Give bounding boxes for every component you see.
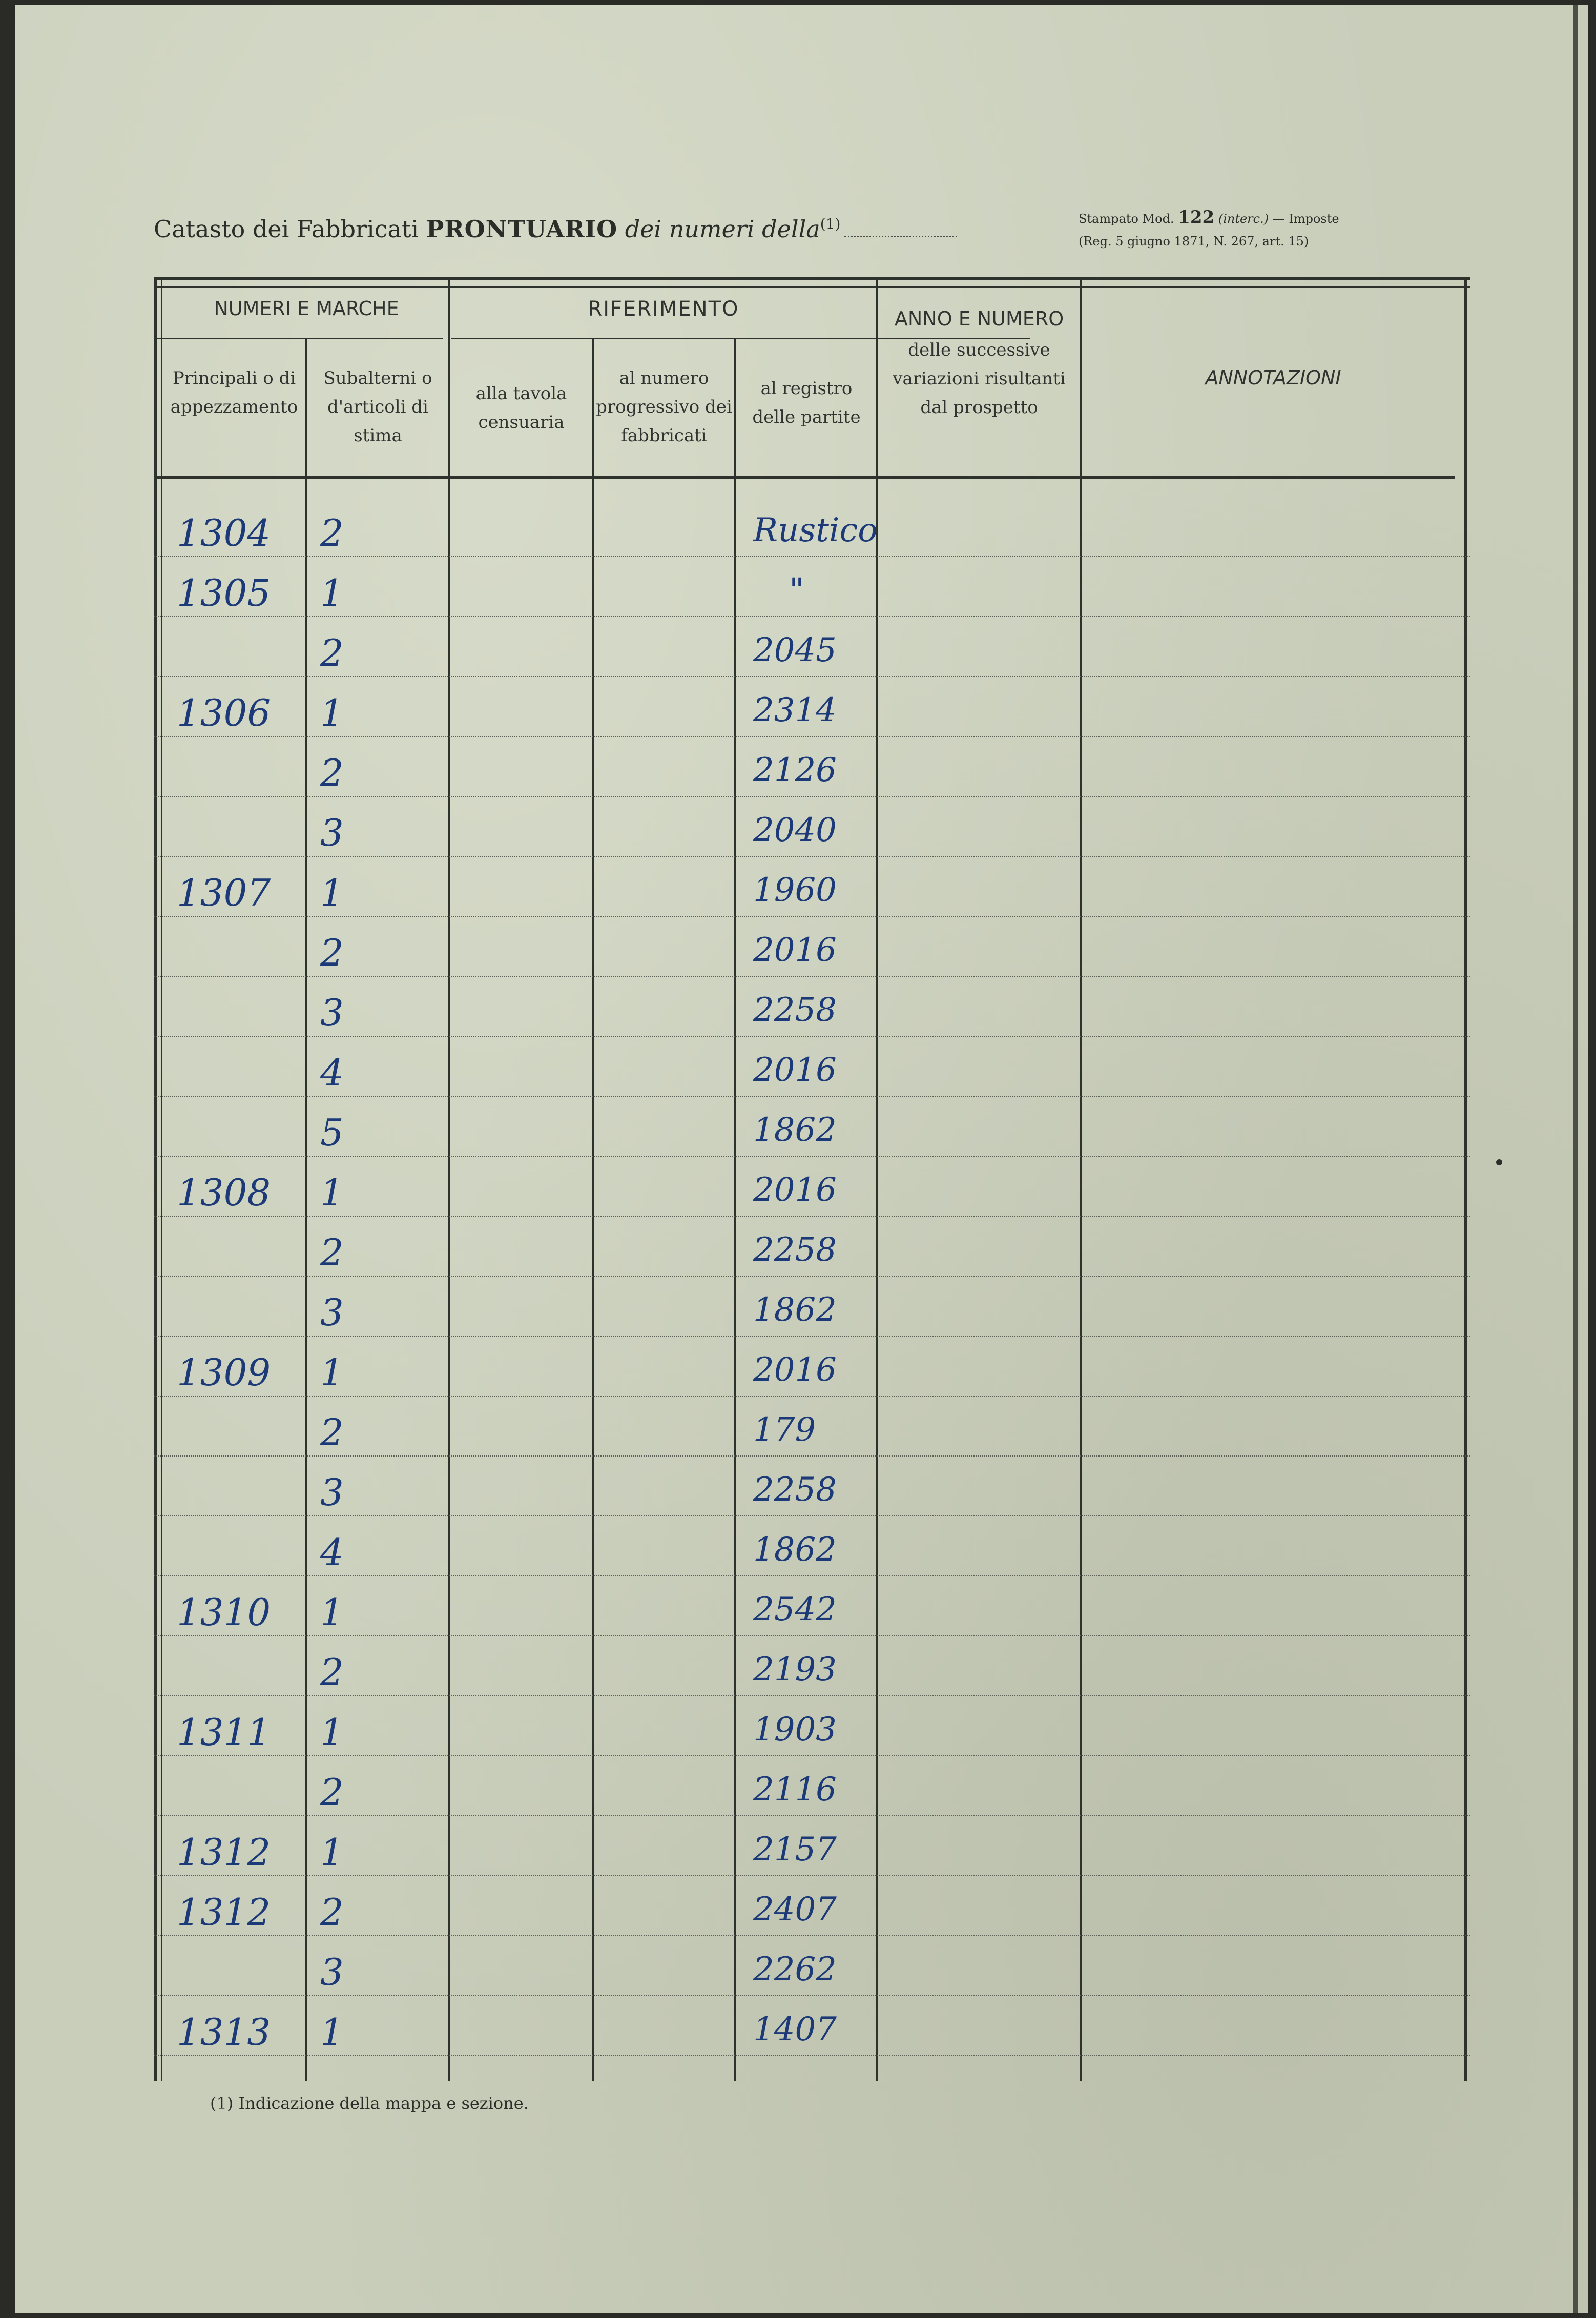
row-rule <box>154 1396 1470 1397</box>
row-rule <box>154 1695 1470 1696</box>
registro-partita: 1862 <box>753 1291 837 1329</box>
subalterno-number: 3 <box>320 1471 344 1514</box>
header-successive-variazioni: delle successive variazioni risultanti dal prospetto <box>893 340 1066 418</box>
registro-partita: 2157 <box>753 1831 837 1869</box>
principale-number: 1304 <box>177 511 271 555</box>
row-rule <box>154 976 1470 977</box>
subalterno-number: 2 <box>320 1891 344 1934</box>
row-rule <box>154 1995 1470 1996</box>
registro-partita: 2542 <box>753 1591 837 1629</box>
header-anno-e-numero: ANNO E NUMERO <box>894 307 1064 330</box>
print-mod-number: 122 <box>1178 207 1215 228</box>
subalterno-number: 2 <box>320 931 344 974</box>
row-rule <box>154 616 1470 617</box>
registro-partita: 2016 <box>753 931 837 969</box>
row-rule <box>154 1875 1470 1876</box>
row-rule <box>154 1216 1470 1217</box>
print-reference <box>1079 206 1339 253</box>
registro-partita: 2258 <box>753 1231 837 1269</box>
subalterno-number: 1 <box>320 571 344 614</box>
row-rule <box>154 1755 1470 1756</box>
table-top-rule-inner <box>154 286 1470 288</box>
subalterno-number: 3 <box>320 1951 344 1994</box>
subalterno-number: 2 <box>320 1411 344 1454</box>
row-rule <box>154 1815 1470 1816</box>
subalterno-number: 2 <box>320 751 344 794</box>
registro-partita: 1407 <box>753 2011 837 2048</box>
subalterno-number: 2 <box>320 631 344 674</box>
subalterno-number: 1 <box>320 1171 344 1214</box>
footnote: (1) Indicazione della mappa e sezione. <box>210 2094 529 2113</box>
principale-number: 1309 <box>177 1351 271 1394</box>
row-rule <box>154 1515 1470 1516</box>
ink-spot <box>1496 1159 1502 1165</box>
registro-partita: 179 <box>753 1411 816 1449</box>
column-border-left-inner <box>161 277 162 2081</box>
column-border-anno <box>1080 277 1082 2081</box>
registro-partita: 2314 <box>753 691 837 729</box>
print-mod-office: — Imposte <box>1272 212 1339 226</box>
row-rule <box>154 1036 1470 1037</box>
header-riferimento: RIFERIMENTO <box>588 297 739 321</box>
principale-number: 1312 <box>177 1891 271 1934</box>
title-subtitle: dei numeri della <box>625 215 820 243</box>
subalterno-number: 1 <box>320 1591 344 1634</box>
registro-partita: 1862 <box>753 1531 837 1569</box>
subalterno-number: 5 <box>320 1111 344 1154</box>
row-rule <box>154 1096 1470 1097</box>
subalterno-number: 3 <box>320 991 344 1034</box>
print-mod-type: (interc.) <box>1218 212 1269 226</box>
title-prefix: Catasto dei Fabbricati <box>154 215 419 243</box>
subalterno-number: 1 <box>320 691 344 734</box>
subalterno-number: 4 <box>320 1051 344 1094</box>
subalterno-number: 2 <box>320 1231 344 1274</box>
registro-partita: 1903 <box>753 1711 837 1749</box>
registro-partita: 1960 <box>753 871 837 909</box>
title-fill-line <box>844 236 957 237</box>
print-regulation: (Reg. 5 giugno 1871, N. 267, art. 15) <box>1079 234 1309 249</box>
column-border-right <box>1464 277 1467 2081</box>
principale-number: 1307 <box>177 871 271 914</box>
subalterno-number: 2 <box>320 511 344 555</box>
row-rule <box>154 856 1470 857</box>
header-tavola: alla tavola censuaria <box>475 383 567 433</box>
subalterno-number: 2 <box>320 1651 344 1694</box>
subalterno-number: 3 <box>320 811 344 854</box>
row-rule <box>154 796 1470 797</box>
row-rule <box>154 2055 1470 2056</box>
title-footnote-mark: (1) <box>820 215 841 233</box>
subalterno-number: 2 <box>320 1771 344 1814</box>
subalterno-number: 1 <box>320 2011 344 2054</box>
header-annotazioni: ANNOTAZIONI <box>1205 366 1341 389</box>
registro-partita: 2258 <box>753 1471 837 1509</box>
registro-partita: 2016 <box>753 1351 837 1389</box>
principale-number: 1305 <box>177 571 271 614</box>
principale-number: 1312 <box>177 1831 271 1874</box>
subalterno-number: 1 <box>320 1831 344 1874</box>
group-numeri-rule <box>154 338 443 339</box>
column-border-left <box>154 277 157 2081</box>
registro-partita: 2045 <box>753 631 837 669</box>
header-progressivo: al numero progressivo dei fabbricati <box>596 368 732 446</box>
table-top-rule <box>154 277 1470 280</box>
row-rule <box>154 1635 1470 1636</box>
column-border-tavola <box>592 338 594 2081</box>
registro-partita: 2407 <box>753 1891 837 1929</box>
registro-partita: 2262 <box>753 1951 837 1988</box>
principale-number: 1311 <box>177 1711 271 1754</box>
header-principali: Principali o di appezzamento <box>170 368 298 417</box>
registro-partita: 2040 <box>753 811 837 849</box>
subalterno-number: 1 <box>320 1351 344 1394</box>
principale-number: 1306 <box>177 691 271 734</box>
row-rule <box>154 676 1470 677</box>
row-rule <box>154 1935 1470 1936</box>
column-border-subalterni <box>448 277 450 2081</box>
registro-partita: 2193 <box>753 1651 837 1689</box>
principale-number: 1308 <box>177 1171 271 1214</box>
row-rule <box>154 1455 1470 1457</box>
row-rule <box>154 1156 1470 1157</box>
row-rule <box>154 736 1470 737</box>
subalterno-number: 1 <box>320 871 344 914</box>
registro-partita: Rustico <box>753 511 878 549</box>
registro-partita: 2116 <box>753 1771 837 1809</box>
principale-number: 1310 <box>177 1591 271 1634</box>
subalterno-number: 1 <box>320 1711 344 1754</box>
header-subalterni: Subalterni o d'articoli di stima <box>323 368 432 446</box>
registro-partita: 2126 <box>753 751 837 789</box>
header-registro: al registro delle partite <box>752 378 861 427</box>
registro-partita: 1862 <box>753 1111 837 1149</box>
registro-partita: 2258 <box>753 991 837 1029</box>
title-main: PRONTUARIO <box>426 215 618 243</box>
row-rule <box>154 1575 1470 1576</box>
header-bottom-rule <box>154 476 1455 479</box>
row-rule <box>154 556 1470 557</box>
page-title <box>154 215 957 243</box>
row-rule <box>154 1336 1470 1337</box>
row-rule <box>154 1276 1470 1277</box>
print-mod-label: Stampato Mod. <box>1079 212 1174 226</box>
registro-partita: 2016 <box>753 1171 837 1209</box>
registro-partita: " <box>789 571 804 609</box>
column-border-principali <box>305 338 307 2081</box>
row-rule <box>154 916 1470 917</box>
subalterno-number: 4 <box>320 1531 344 1574</box>
header-numeri-e-marche: NUMERI E MARCHE <box>214 297 399 320</box>
binding-edge <box>1573 5 1578 2313</box>
registro-partita: 2016 <box>753 1051 837 1089</box>
principale-number: 1313 <box>177 2011 271 2054</box>
subalterno-number: 3 <box>320 1291 344 1334</box>
column-border-progressivo <box>734 338 736 2081</box>
